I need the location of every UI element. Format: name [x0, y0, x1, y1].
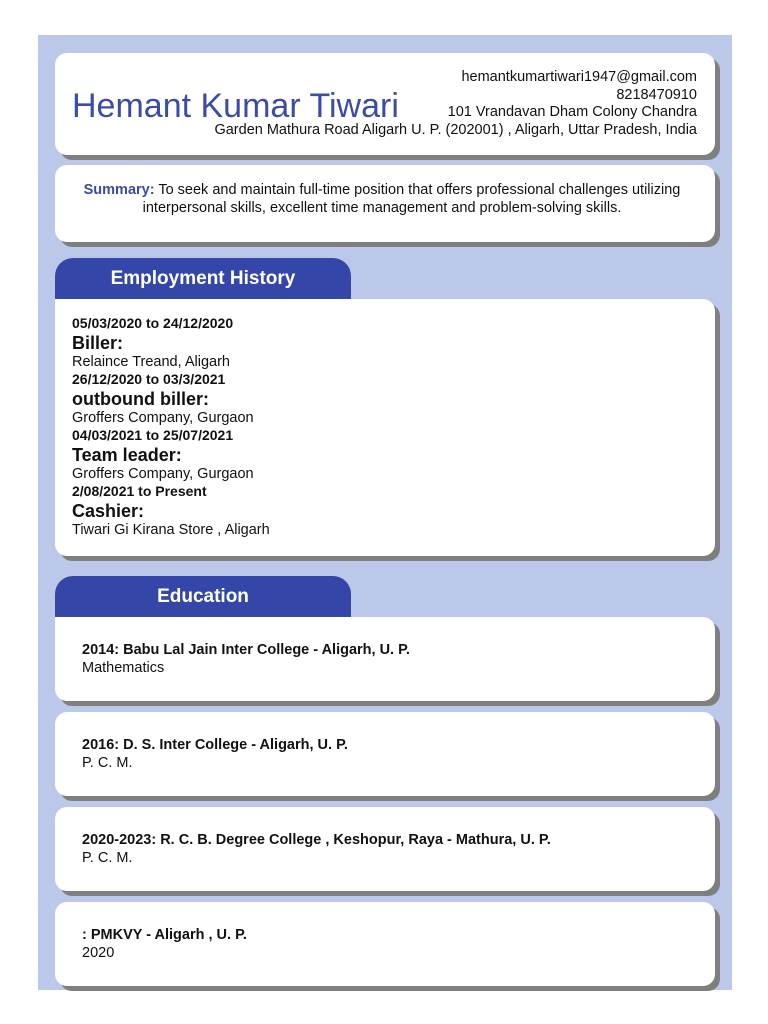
employment-dates: 2/08/2021 to Present	[72, 483, 207, 499]
education-institution: 2020-2023: R. C. B. Degree College , Keshopur, Raya - Mathura, U. P.	[82, 832, 551, 848]
employment-title: Biller:	[72, 333, 124, 353]
education-entry	[82, 736, 348, 772]
education-entry	[82, 641, 410, 677]
employment-card	[55, 299, 715, 556]
employment-title: Cashier:	[72, 501, 145, 521]
employment-item	[72, 427, 270, 483]
education-card	[55, 617, 715, 701]
education-institution: 2014: Babu Lal Jain Inter College - Aligarh, U. P.	[82, 642, 410, 658]
education-institution: : PMKVY - Aligarh , U. P.	[82, 927, 247, 943]
employment-company: Relaince Treand, Aligarh	[72, 354, 230, 370]
contact-block	[137, 69, 697, 139]
employment-title: outbound biller:	[72, 389, 209, 409]
employment-title: Team leader:	[72, 445, 182, 465]
education-heading: Education	[55, 576, 351, 618]
education-entry	[82, 926, 247, 962]
employment-dates: 04/03/2021 to 25/07/2021	[72, 427, 234, 443]
employment-dates: 26/12/2020 to 03/3/2021	[72, 371, 226, 387]
phone-text: 8218470910	[616, 86, 697, 103]
resume-page	[38, 35, 732, 990]
address-line-2: Garden Mathura Road Aligarh U. P. (202001) , Aligarh, Uttar Pradesh, India	[214, 121, 697, 138]
employment-item	[72, 483, 270, 539]
header-card	[55, 53, 715, 155]
summary-paragraph	[72, 181, 692, 217]
address-line-1: 101 Vrandavan Dham Colony Chandra	[447, 104, 697, 120]
education-detail: P. C. M.	[82, 755, 133, 771]
employment-item	[72, 315, 270, 371]
summary-card	[55, 165, 715, 242]
employment-company: Groffers Company, Gurgaon	[72, 466, 254, 482]
education-detail: P. C. M.	[82, 850, 133, 866]
summary-label: Summary:	[83, 182, 155, 198]
education-card	[55, 712, 715, 796]
education-institution: 2016: D. S. Inter College - Aligarh, U. P.	[82, 737, 348, 753]
employment-history-heading: Employment History	[55, 258, 351, 300]
summary-body: To seek and maintain full-time position that offers professional challenges utilizing interpersonal skills, excellent time management and problem-solving skills.	[142, 182, 681, 216]
employment-company: Tiwari Gi Kirana Store , Aligarh	[72, 522, 270, 538]
education-detail: Mathematics	[82, 660, 165, 676]
employment-list	[72, 315, 270, 539]
education-card	[55, 807, 715, 891]
education-entry	[82, 831, 551, 867]
candidate-name: Hemant Kumar Tiwari	[72, 87, 399, 125]
employment-dates: 05/03/2020 to 24/12/2020	[72, 315, 234, 331]
employment-item	[72, 371, 270, 427]
email-text: hemantkumartiwari1947@gmail.com	[461, 69, 697, 85]
education-card	[55, 902, 715, 986]
employment-company: Groffers Company, Gurgaon	[72, 410, 254, 426]
education-detail: 2020	[82, 945, 115, 961]
